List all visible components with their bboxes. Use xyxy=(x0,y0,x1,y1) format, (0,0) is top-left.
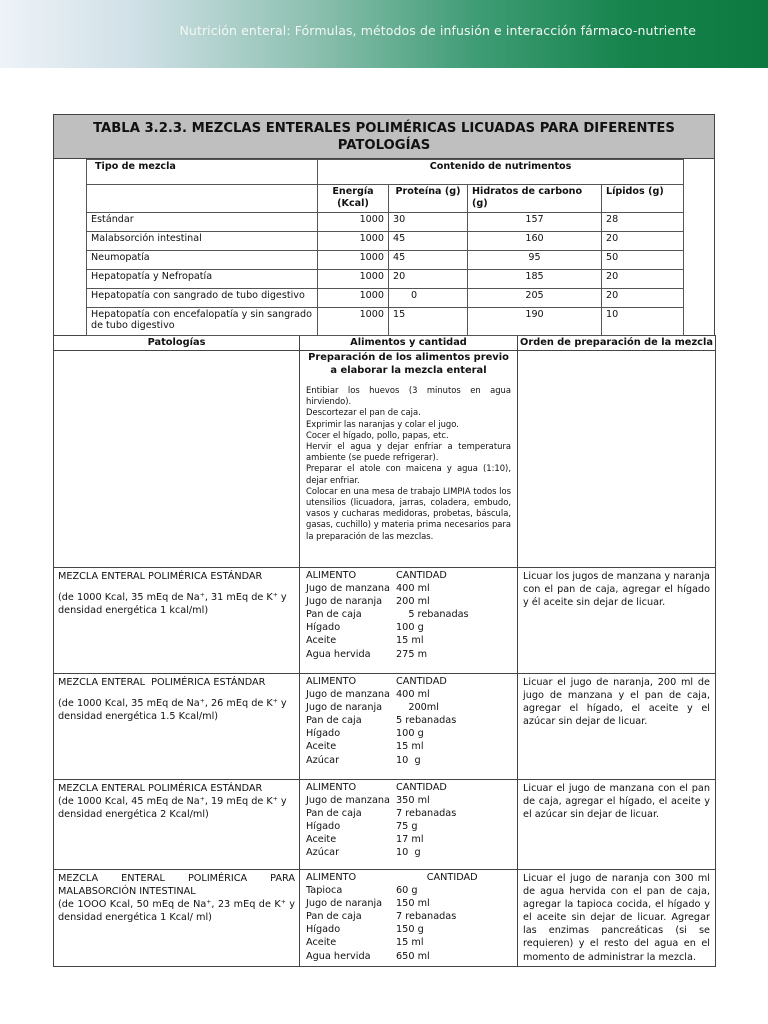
ingredient-qty: 7 rebanadas xyxy=(396,808,457,820)
mixture-order: Licuar el jugo de naranja, 200 ml de jugo de manzana y el pan de caja, agregar el hígado, el aceite y el azúcar sin dejar de licuar. xyxy=(518,674,716,780)
row-energia: 1000 xyxy=(318,308,389,336)
ingredient-row xyxy=(306,701,511,714)
ingredients-header xyxy=(306,781,511,794)
ingredient-qty: 15 ml xyxy=(396,741,424,753)
row-name: Hepatopatía y Nefropatía xyxy=(87,270,318,289)
ingredient-name: Jugo de manzana xyxy=(306,689,390,701)
mixture-order: Licuar los jugos de manzana y naranja con el pan de caja, agregar el hígado y él aceite sin dejar de licuar. xyxy=(518,568,716,674)
ingredient-name: Aceite xyxy=(306,937,337,949)
ingredient-row xyxy=(306,688,511,701)
ingredient-row xyxy=(306,820,511,833)
ingredient-qty: 17 ml xyxy=(396,834,424,846)
table-row xyxy=(87,213,684,232)
ingredient-row xyxy=(306,833,511,846)
row-hidratos: 205 xyxy=(468,289,602,308)
mixture-pathology xyxy=(54,870,300,967)
preparation-step: Cocer el hígado, pollo, papas, etc. xyxy=(306,429,449,440)
ingredient-name: Jugo de manzana xyxy=(306,795,390,807)
row-lipidos: 50 xyxy=(602,251,684,270)
mixture-ingredients xyxy=(300,568,518,674)
ingredient-row xyxy=(306,621,511,634)
ingredient-row xyxy=(306,714,511,727)
ingredient-name: Jugo de naranja xyxy=(306,596,383,608)
empty-header xyxy=(87,185,318,213)
ingredient-qty: 200 ml xyxy=(396,596,430,608)
row-lipidos: 10 xyxy=(602,308,684,336)
ingredient-header-name: ALIMENTO xyxy=(306,570,357,581)
mixture-ingredients xyxy=(300,870,518,967)
ingredient-qty: 10 g xyxy=(396,847,421,859)
mixture-row xyxy=(54,568,716,674)
ingredient-name: Hígado xyxy=(306,924,341,936)
ingredient-row xyxy=(306,794,511,807)
ingredient-row xyxy=(306,884,511,897)
row-energia: 1000 xyxy=(318,289,389,308)
ingredient-header-name: ALIMENTO xyxy=(306,872,357,883)
row-lipidos: 20 xyxy=(602,289,684,308)
mixture-row xyxy=(54,674,716,780)
mixture-detail: (de 1000 Kcal, 35 mEq de Na⁺, 26 mEq de K⁺ y densidad energética 1.5 Kcal/ml) xyxy=(58,698,287,722)
mixture-row xyxy=(54,870,716,967)
empty-cell xyxy=(518,351,716,568)
row-hidratos: 160 xyxy=(468,232,602,251)
ingredient-name: Hígado xyxy=(306,728,341,740)
col-hidratos: Hidratos de carbono (g) xyxy=(468,185,602,213)
ingredient-qty: 100 g xyxy=(396,728,424,740)
row-name: Estándar xyxy=(87,213,318,232)
preparation-step: Exprimir las naranjas y colar el jugo. xyxy=(306,418,459,429)
row-hidratos: 190 xyxy=(468,308,602,336)
ingredient-row xyxy=(306,595,511,608)
table-row xyxy=(87,270,684,289)
preparation-step: Descortezar el pan de caja. xyxy=(306,407,421,418)
table-title: TABLA 3.2.3. MEZCLAS ENTERALES POLIMÉRICAS LICUADAS PARA DIFERENTES PATOLOGÍAS xyxy=(53,114,715,159)
row-proteina: 15 xyxy=(389,308,468,336)
preparation-steps xyxy=(306,385,511,542)
mixture-name: MEZCLA ENTERAL POLIMÉRICA ESTÁNDAR xyxy=(58,783,263,794)
mixture-order: Licuar el jugo de naranja con 300 ml de agua hervida con el pan de caja, agregar la tapioca cocida, el hígado y el aceite sin dejar de licuar. Agregar las enzimas pancreáticas (si se requieren) y el resto del agua en el momento de administrar la mezcla. xyxy=(518,870,716,967)
header-title: Nutrición enteral: Fórmulas, métodos de infusión e interacción fármaco-nutriente xyxy=(179,23,696,38)
header-banner xyxy=(0,0,768,68)
row-proteina: 20 xyxy=(389,270,468,289)
table-frame xyxy=(53,114,715,967)
row-energia: 1000 xyxy=(318,213,389,232)
ingredient-qty: 5 rebanadas xyxy=(396,715,457,727)
ingredient-name: Hígado xyxy=(306,622,341,634)
nutrients-table xyxy=(86,159,684,336)
header-alimentos: Alimentos y cantidad xyxy=(300,336,518,351)
mixture-name: MEZCLA ENTERAL POLIMÉRICA ESTÁNDAR xyxy=(58,677,266,688)
row-hidratos: 157 xyxy=(468,213,602,232)
mixture-detail: (de 1000 Kcal, 35 mEq de Na⁺, 31 mEq de K⁺ y densidad energética 1 kcal/ml) xyxy=(58,592,287,616)
ingredient-name: Agua hervida xyxy=(306,950,371,962)
ingredient-name: Pan de caja xyxy=(306,609,362,621)
ingredients-header xyxy=(306,569,511,582)
mixture-detail: (de 1000 Kcal, 45 mEq de Na⁺, 19 mEq de K⁺ y densidad energética 2 Kcal/ml) xyxy=(58,796,287,820)
col-lipidos: Lípidos (g) xyxy=(602,185,684,213)
preparation-title: Preparación de los alimentos previo a elaborar la mezcla enteral xyxy=(308,352,509,376)
table-row xyxy=(87,251,684,270)
row-hidratos: 95 xyxy=(468,251,602,270)
header-patologias: Patologías xyxy=(54,336,300,351)
row-proteina: 0 xyxy=(389,289,468,308)
ingredient-qty: 350 ml xyxy=(396,795,430,807)
ingredients-header xyxy=(306,675,511,688)
row-proteina: 30 xyxy=(389,213,468,232)
ingredient-name: Jugo de naranja xyxy=(306,702,383,714)
col-proteina: Proteína (g) xyxy=(389,185,468,213)
preparation-step: Entibiar los huevos (3 minutos en agua hirviendo). xyxy=(306,385,511,407)
table-row xyxy=(87,308,684,336)
table-row xyxy=(87,289,684,308)
ingredient-name: Hígado xyxy=(306,821,341,833)
ingredient-row xyxy=(306,648,511,661)
ingredient-qty: 400 ml xyxy=(396,689,430,701)
ingredient-header-qty: CANTIDAD xyxy=(396,676,447,687)
ingredient-qty: 200ml xyxy=(396,702,439,714)
ingredient-row xyxy=(306,923,511,936)
ingredient-row xyxy=(306,634,511,647)
mixture-pathology xyxy=(54,674,300,780)
ingredient-qty: 60 g xyxy=(396,885,418,897)
ingredient-row xyxy=(306,950,511,963)
row-proteina: 45 xyxy=(389,232,468,251)
preparation-cell xyxy=(300,351,518,568)
ingredient-qty: 150 ml xyxy=(396,898,430,910)
mixture-row xyxy=(54,780,716,870)
ingredient-qty: 10 g xyxy=(396,754,421,766)
ingredient-name: Jugo de naranja xyxy=(306,898,383,910)
preparation-step: Hervir el agua y dejar enfriar a temperatura ambiente (se puede refrigerar). xyxy=(306,441,511,463)
preparation-step: Preparar el atole con maicena y agua (1:10), dejar enfriar. xyxy=(306,463,511,485)
table-row xyxy=(87,232,684,251)
ingredient-row xyxy=(306,936,511,949)
ingredient-name: Azúcar xyxy=(306,847,340,859)
ingredient-row xyxy=(306,807,511,820)
row-name: Malabsorción intestinal xyxy=(87,232,318,251)
ingredient-row xyxy=(306,740,511,753)
row-lipidos: 20 xyxy=(602,232,684,251)
nutrients-section xyxy=(53,159,715,335)
row-proteina: 45 xyxy=(389,251,468,270)
ingredient-row xyxy=(306,727,511,740)
content-header: Contenido de nutrimentos xyxy=(318,160,684,185)
row-energia: 1000 xyxy=(318,251,389,270)
ingredient-qty: 75 g xyxy=(396,821,418,833)
ingredient-name: Agua hervida xyxy=(306,648,371,660)
ingredient-qty: 400 ml xyxy=(396,583,430,595)
ingredient-name: Tapioca xyxy=(306,885,343,897)
ingredient-row xyxy=(306,846,511,859)
row-hidratos: 185 xyxy=(468,270,602,289)
ingredient-qty: 7 rebanadas xyxy=(396,911,457,923)
mixture-detail: (de 1OOO Kcal, 50 mEq de Na⁺, 23 mEq de K⁺ y densidad energética 1 Kcal/ ml) xyxy=(58,899,295,923)
ingredient-header-qty: CANTIDAD xyxy=(396,570,447,581)
ingredient-name: Aceite xyxy=(306,834,337,846)
ingredient-qty: 5 rebanadas xyxy=(396,609,469,621)
mixture-name: MEZCLA ENTERAL POLIMÉRICA PARA MALABSORCIÓN INTESTINAL xyxy=(58,873,295,897)
ingredient-header-qty: CANTIDAD xyxy=(396,872,478,883)
mixture-ingredients xyxy=(300,780,518,870)
ingredient-name: Pan de caja xyxy=(306,911,362,923)
ingredient-header-name: ALIMENTO xyxy=(306,782,357,793)
ingredient-qty: 100 g xyxy=(396,622,424,634)
ingredient-row xyxy=(306,897,511,910)
ingredient-name: Azúcar xyxy=(306,754,340,766)
ingredient-row xyxy=(306,754,511,767)
ingredient-qty: 650 ml xyxy=(396,950,430,962)
row-name: Neumopatía xyxy=(87,251,318,270)
mixture-name: MEZCLA ENTERAL POLIMÉRICA ESTÁNDAR xyxy=(58,571,263,582)
empty-cell xyxy=(54,351,300,568)
ingredient-qty: 15 ml xyxy=(396,937,424,949)
ingredient-row xyxy=(306,608,511,621)
ingredient-header-name: ALIMENTO xyxy=(306,676,357,687)
row-name: Hepatopatía con sangrado de tubo digestivo xyxy=(87,289,318,308)
ingredient-name: Pan de caja xyxy=(306,808,362,820)
header-orden: Orden de preparación de la mezcla xyxy=(518,336,716,351)
ingredient-name: Aceite xyxy=(306,741,337,753)
row-lipidos: 28 xyxy=(602,213,684,232)
mixture-order: Licuar el jugo de manzana con el pan de caja, agregar el hígado, el aceite y el azúcar sin dejar de licuar. xyxy=(518,780,716,870)
mixture-pathology xyxy=(54,780,300,870)
mixtures-table xyxy=(53,335,716,967)
row-lipidos: 20 xyxy=(602,270,684,289)
ingredient-qty: 15 ml xyxy=(396,635,424,647)
mixture-ingredients xyxy=(300,674,518,780)
ingredient-name: Jugo de manzana xyxy=(306,583,390,595)
col-energia: Energía (Kcal) xyxy=(318,185,389,213)
ingredient-row xyxy=(306,910,511,923)
ingredient-header-qty: CANTIDAD xyxy=(396,782,447,793)
row-energia: 1000 xyxy=(318,232,389,251)
ingredient-qty: 150 g xyxy=(396,924,424,936)
row-energia: 1000 xyxy=(318,270,389,289)
ingredient-name: Aceite xyxy=(306,635,337,647)
ingredient-qty: 275 m xyxy=(396,648,428,660)
ingredients-header xyxy=(306,871,511,884)
ingredient-name: Pan de caja xyxy=(306,715,362,727)
type-header: Tipo de mezcla xyxy=(87,160,318,185)
row-name: Hepatopatía con encefalopatía y sin sangrado de tubo digestivo xyxy=(87,308,318,336)
mixture-pathology xyxy=(54,568,300,674)
preparation-step: Colocar en una mesa de trabajo LIMPIA todos los utensilios (licuadora, jarras, coladera, embudo, vasos y cucharas medidoras, probetas, báscula, gasas, cuchillo) y materia prima necesarios para la preparación de las mezclas. xyxy=(306,485,511,541)
ingredient-row xyxy=(306,582,511,595)
